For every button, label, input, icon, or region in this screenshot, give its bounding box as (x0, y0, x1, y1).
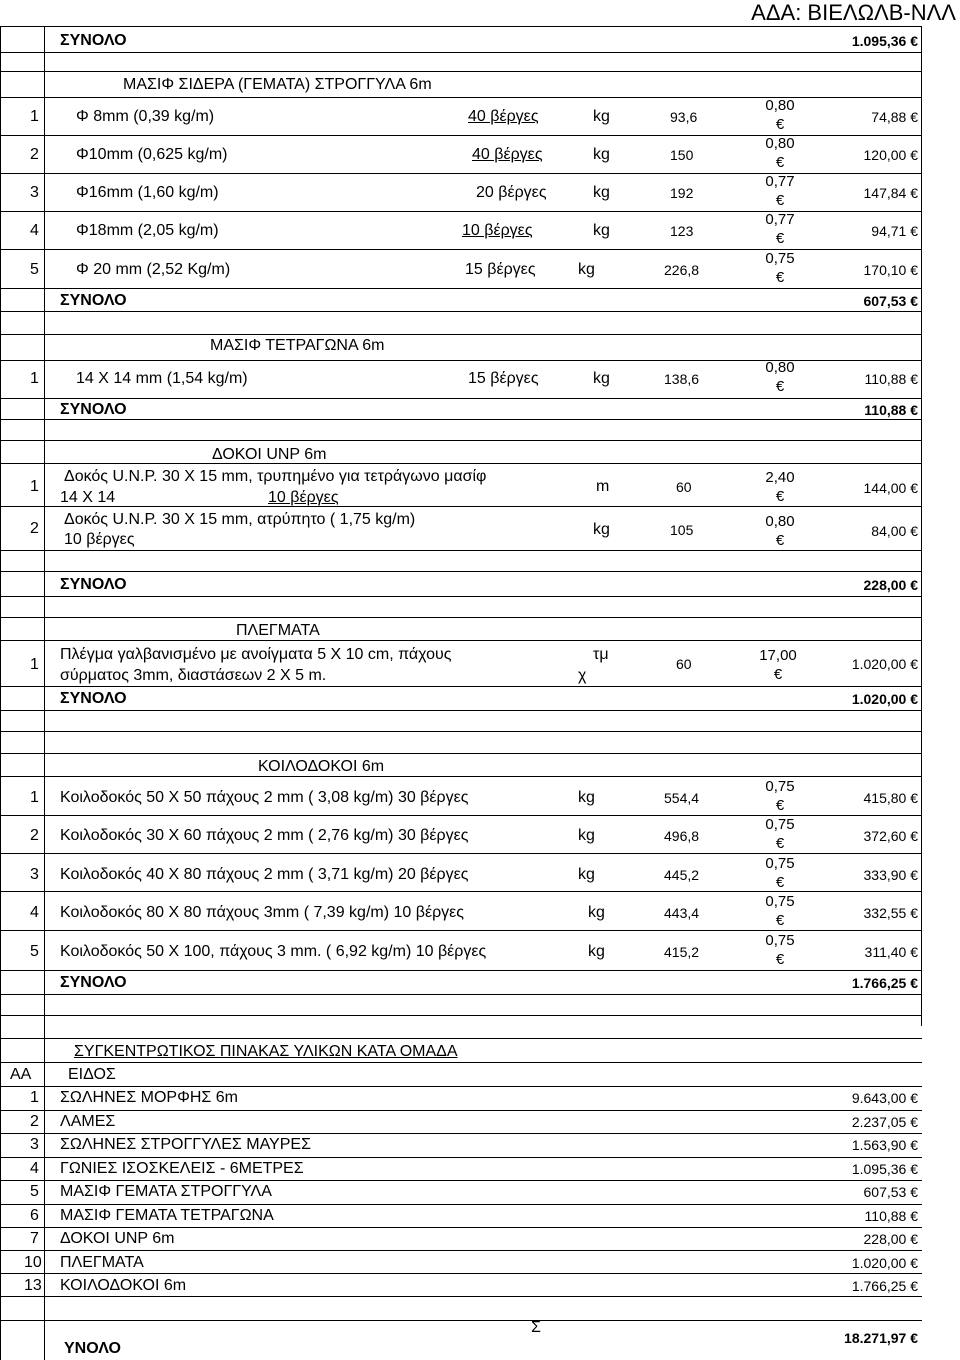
round-row-2-price: 0,80 € (765, 135, 795, 171)
round-row-5-unit: kg (578, 261, 595, 278)
round-row-4-qty: 123 (670, 223, 694, 239)
table-row-line (0, 1133, 922, 1134)
summary-row-3-kind: ΣΩΛΗΝΕΣ ΣΤΡΟΓΓΥΛΕΣ ΜΑΥΡΕΣ (60, 1136, 311, 1153)
table-row-line (0, 26, 922, 27)
euro-symbol: € (775, 488, 785, 505)
table-row-line (0, 1086, 922, 1087)
hollow-row-1-unit: kg (578, 789, 595, 806)
summary-row-9-no: 13 (24, 1277, 42, 1294)
euro-symbol: € (775, 951, 785, 968)
round-row-2-no: 2 (30, 146, 39, 163)
table-row-line (0, 52, 922, 53)
grand-total-value: 18.271,97 € (844, 1330, 918, 1346)
summary-row-2-kind: ΛΑΜΕΣ (60, 1112, 116, 1130)
mesh-row-1-unit1: τμ (593, 646, 609, 663)
mesh-row-1-no: 1 (30, 656, 39, 673)
round-row-1-desc: Φ 8mm (0,39 kg/m) (76, 108, 215, 125)
round-row-4-total: 94,71 € (871, 223, 918, 239)
round-row-5-no: 5 (30, 261, 39, 278)
hollow-row-1-total: 415,80 € (863, 790, 918, 806)
section-title-hollow: ΚΟΙΛΟΔΟΚΟΙ 6m (258, 758, 385, 775)
table-row-line (0, 617, 922, 618)
euro-symbol: € (775, 797, 785, 814)
section-title-unp: ΔΟΚΟΙ UNP 6m (212, 446, 327, 463)
hollow-row-5-price: 0,75 € (765, 932, 795, 968)
hollow-row-4-total: 332,55 € (863, 905, 918, 921)
hollow-row-3-unit: kg (578, 866, 595, 883)
hollow-row-2-unit: kg (578, 827, 595, 844)
hollow-row-2-total: 372,60 € (863, 828, 918, 844)
summary-row-8-value: 1.020,00 € (851, 1254, 918, 1271)
mesh-row-1-unit2: χ (578, 667, 587, 684)
table-row-line (0, 288, 922, 289)
round-row-5-qty: 226,8 (664, 262, 700, 278)
table-row-line (0, 1110, 922, 1111)
summary-row-4-kind: ΓΩΝΙΕΣ ΙΣΟΣΚΕΛΕΙΣ - 6ΜΕΤΡΕΣ (60, 1159, 304, 1177)
round-row-5-price: 0,75 € (765, 250, 795, 286)
round-row-3-price: 0,77 € (765, 173, 795, 209)
hollow-row-4-price: 0,75 € (765, 893, 795, 929)
round-row-4-bars: 10 βέργες (462, 222, 533, 239)
round-row-2-qty: 150 (670, 147, 694, 163)
unp-row-1-bars: 10 βέργες (268, 489, 339, 506)
euro-symbol: € (775, 154, 785, 171)
table-row-line (0, 640, 922, 641)
hollow-row-5-desc: Κοιλοδοκός 50 X 100, πάχους 3 mm. ( 6,92 kg/m) 10 βέργες (60, 943, 487, 960)
summary-row-7-kind: ΔΟΚΟΙ UNP 6m (60, 1230, 175, 1247)
unp-row-1-no: 1 (30, 478, 39, 495)
summary-row-6-value: 110,88 € (864, 1207, 918, 1224)
round-row-3-desc: Φ16mm (1,60 kg/m) (76, 184, 219, 201)
summary-row-1-kind: ΣΩΛΗΝΕΣ ΜΟΡΦΗΣ 6m (60, 1089, 238, 1106)
summary-row-1-no: 1 (30, 1089, 39, 1106)
euro-symbol: € (775, 192, 785, 209)
hollow-row-3-no: 3 (30, 866, 39, 883)
mesh-total-label: ΣΥΝΟΛΟ (60, 690, 127, 707)
round-row-3-no: 3 (30, 184, 39, 201)
round-row-4-no: 4 (30, 222, 39, 239)
round-row-1-bars: 40 βέργες (468, 108, 539, 125)
euro-symbol: € (775, 532, 785, 549)
square-row-1-qty: 138,6 (664, 371, 700, 387)
unp-row-1-qty: 60 (676, 479, 692, 495)
euro-symbol: € (775, 269, 785, 286)
round-row-2-desc: Φ10mm (0,625 kg/m) (76, 146, 228, 163)
table-row-line (0, 596, 922, 597)
round-row-3-total: 147,84 € (863, 185, 918, 201)
round-row-4-desc: Φ18mm (2,05 kg/m) (76, 222, 219, 239)
unp-row-2-line1: Δοκός U.N.P. 30 X 15 mm, ατρύπητο ( 1,75 kg/m) (64, 511, 416, 528)
round-row-2-unit: kg (593, 146, 610, 163)
table-border-right (921, 26, 922, 1026)
table-row-line (0, 1320, 922, 1321)
summary-col-aa: ΑΑ (10, 1066, 32, 1083)
hollow-row-4-qty: 443,4 (664, 905, 700, 921)
table-row-line (0, 1204, 922, 1205)
grand-total-s: Σ (531, 1319, 541, 1336)
mesh-row-1-line1: Πλέγμα γαλβανισμένο με ανοίγματα 5 X 10 cm, πάχους (60, 646, 452, 663)
hollow-row-1-qty: 554,4 (664, 790, 700, 806)
summary-row-9-value: 1.766,25 € (851, 1278, 918, 1294)
square-total-value: 110,88 € (864, 402, 918, 418)
table-row-line (0, 1227, 922, 1228)
table-row-line (0, 506, 922, 507)
unp-row-2-qty: 105 (670, 522, 694, 538)
round-row-1-unit: kg (593, 108, 610, 125)
summary-row-4-value: 1.095,36 € (851, 1160, 918, 1177)
table-row-line (0, 1273, 922, 1274)
euro-symbol: € (775, 230, 785, 247)
unp-row-1-line2a: 14 X 14 (60, 489, 116, 506)
round-row-5-bars: 15 βέργες (465, 261, 536, 278)
square-row-1-bars: 15 βέργες (468, 370, 539, 387)
summary-row-7-value: 228,00 € (863, 1231, 918, 1247)
unp-row-1-price: 2,40 € (765, 469, 795, 505)
hollow-row-2-price: 0,75 € (765, 816, 795, 852)
unp-total-value: 228,00 € (863, 577, 918, 593)
hollow-row-5-no: 5 (30, 943, 39, 960)
unp-total-label: ΣΥΝΟΛΟ (60, 576, 127, 593)
summary-title: ΣΥΓΚΕΝΤΡΩΤΙΚΟΣ ΠΙΝΑΚΑΣ ΥΛΙΚΩΝ ΚΑΤΑ ΟΜΑΔΑ (74, 1043, 458, 1060)
round-row-2-total: 120,00 € (863, 147, 918, 163)
table-row-line (0, 710, 922, 711)
hollow-row-3-qty: 445,2 (664, 867, 700, 883)
mesh-row-1-price: 17,00 € (759, 647, 797, 683)
summary-row-1-value: 9.643,00 € (851, 1090, 918, 1106)
round-row-5-desc: Φ 20 mm (2,52 Kg/m) (76, 261, 231, 278)
round-row-1-qty: 93,6 (670, 109, 698, 125)
hollow-row-4-unit: kg (588, 904, 605, 921)
table-row-line (0, 334, 922, 335)
round-total-label: ΣΥΝΟΛΟ (60, 292, 127, 309)
table-row-line (0, 419, 922, 420)
hollow-total-value: 1.766,25 € (851, 975, 918, 991)
table-row-line (0, 1062, 922, 1063)
summary-row-2-no: 2 (30, 1112, 39, 1130)
mesh-total-value: 1.020,00 € (851, 691, 918, 707)
table-row-line (0, 1250, 922, 1251)
section-title-square: ΜΑΣΙΦ ΤΕΤΡΑΓΩΝΑ 6m (210, 337, 385, 354)
euro-symbol: € (775, 835, 785, 852)
hollow-row-3-total: 333,90 € (863, 867, 918, 883)
hollow-row-1-desc: Κοιλοδοκός 50 X 50 πάχους 2 mm ( 3,08 kg/m) 30 βέργες (60, 789, 469, 806)
table-row-line (0, 994, 922, 995)
summary-row-5-kind: ΜΑΣΙΦ ΓΕΜΑΤΑ ΣΤΡΟΓΓΥΛΑ (60, 1183, 272, 1200)
round-row-1-no: 1 (30, 108, 39, 125)
hollow-row-2-qty: 496,8 (664, 828, 700, 844)
summary-row-9-kind: ΚΟΙΛΟΔΟΚΟΙ 6m (60, 1277, 187, 1294)
summary-row-5-value: 607,53 € (863, 1184, 918, 1200)
summary-row-6-no: 6 (30, 1206, 39, 1224)
mesh-row-1-qty: 60 (676, 656, 692, 672)
round-row-3-unit: kg (593, 184, 610, 201)
table-row-line (0, 1157, 922, 1158)
mesh-row-1-line2: σύρματος 3mm, διαστάσεων 2 X 5 m. (60, 667, 327, 684)
top-total-label: ΣΥΝΟΛΟ (60, 32, 127, 49)
round-row-4-unit: kg (593, 222, 610, 239)
euro-symbol: € (775, 116, 785, 133)
square-row-1-unit: kg (593, 370, 610, 387)
section-title-round: ΜΑΣΙΦ ΣΙΔΕΡΑ (ΓΕΜΑΤΑ) ΣΤΡΟΓΓΥΛΑ 6m (123, 76, 432, 93)
square-total-label: ΣΥΝΟΛΟ (60, 401, 127, 418)
hollow-row-2-no: 2 (30, 827, 39, 844)
round-row-3-bars: 20 βέργες (476, 184, 547, 201)
summary-row-7-no: 7 (30, 1230, 39, 1247)
hollow-row-5-total: 311,40 € (864, 944, 918, 960)
unp-row-2-bars: 10 βέργες (64, 531, 135, 548)
summary-row-8-no: 10 (24, 1253, 42, 1271)
table-row-line (0, 1180, 922, 1181)
grand-total-label: ΥΝΟΛΟ (64, 1340, 121, 1357)
hollow-row-4-desc: Κοιλοδοκός 80 X 80 πάχους 3mm ( 7,39 kg/m) 10 βέργες (60, 904, 465, 921)
unp-row-2-price: 0,80 € (765, 513, 795, 549)
unp-row-1-line1: Δοκός U.N.P. 30 X 15 mm, τρυπημένο για τετράγωνο μασίφ (64, 468, 487, 485)
table-row-line (0, 686, 922, 687)
unp-row-1-unit: m (596, 478, 610, 495)
square-row-1-desc: 14 X 14 mm (1,54 kg/m) (76, 370, 248, 387)
table-row-line (0, 753, 922, 754)
table-row-line (0, 463, 922, 464)
square-row-1-price: 0,80 € (765, 359, 795, 395)
hollow-row-3-desc: Κοιλοδοκός 40 X 80 πάχους 2 mm ( 3,71 kg/m) 20 βέργες (60, 866, 469, 883)
table-row-line (0, 71, 922, 72)
hollow-row-3-price: 0,75 € (765, 855, 795, 891)
round-row-1-total: 74,88 € (871, 109, 918, 125)
top-total-value: 1.095,36 € (851, 33, 918, 49)
hollow-row-5-unit: kg (588, 943, 605, 960)
hollow-row-5-qty: 415,2 (664, 944, 700, 960)
table-column-divider (44, 26, 45, 1360)
table-row-line (0, 571, 922, 572)
unp-row-2-unit: kg (593, 521, 610, 538)
round-row-2-bars: 40 βέργες (472, 146, 543, 163)
euro-symbol: € (775, 378, 785, 395)
euro-symbol: € (775, 912, 785, 929)
hollow-row-2-desc: Κοιλοδοκός 30 X 60 πάχους 2 mm ( 2,76 kg/m) 30 βέργες (60, 827, 469, 844)
round-row-3-qty: 192 (670, 185, 694, 201)
summary-row-4-no: 4 (30, 1159, 39, 1177)
table-row-line (0, 1296, 922, 1297)
summary-row-3-no: 3 (30, 1136, 39, 1153)
mesh-row-1-total: 1.020,00 € (851, 656, 918, 672)
table-row-line (0, 440, 922, 441)
round-row-4-price: 0,77 € (765, 211, 795, 247)
unp-row-2-no: 2 (30, 520, 39, 537)
table-row-line (0, 970, 922, 971)
summary-row-8-kind: ΠΛΕΓΜΑΤΑ (60, 1253, 144, 1271)
section-title-mesh: ΠΛΕΓΜΑΤΑ (236, 622, 320, 639)
summary-row-6-kind: ΜΑΣΙΦ ΓΕΜΑΤΑ ΤΕΤΡΑΓΩΝΑ (60, 1206, 274, 1224)
table-row-line (0, 731, 922, 732)
summary-row-2-value: 2.237,05 € (851, 1113, 918, 1130)
ada-code: ΑΔΑ: ΒΙΕΛΩΛΒ-ΝΛΛ (751, 0, 956, 25)
hollow-row-4-no: 4 (30, 904, 39, 921)
summary-row-3-value: 1.563,90 € (851, 1137, 918, 1153)
table-border-left (0, 26, 1, 1360)
summary-col-kind: ΕΙΔΟΣ (68, 1066, 116, 1083)
unp-row-1-total: 144,00 € (863, 480, 918, 496)
table-row-line (0, 1015, 922, 1016)
table-row-line (0, 311, 922, 312)
summary-row-5-no: 5 (30, 1183, 39, 1200)
unp-row-2-total: 84,00 € (871, 523, 918, 539)
square-row-1-no: 1 (30, 370, 39, 387)
table-row-line (0, 1038, 922, 1039)
round-row-5-total: 170,10 € (863, 262, 918, 278)
euro-symbol: € (775, 874, 785, 891)
hollow-row-1-price: 0,75 € (765, 778, 795, 814)
square-row-1-total: 110,88 € (864, 371, 918, 387)
table-row-line (0, 550, 922, 551)
euro-symbol: € (773, 666, 783, 683)
table-row-line (0, 398, 922, 399)
hollow-total-label: ΣΥΝΟΛΟ (60, 974, 127, 991)
round-total-value: 607,53 € (863, 293, 918, 309)
hollow-row-1-no: 1 (30, 789, 39, 806)
round-row-1-price: 0,80 € (765, 97, 795, 133)
